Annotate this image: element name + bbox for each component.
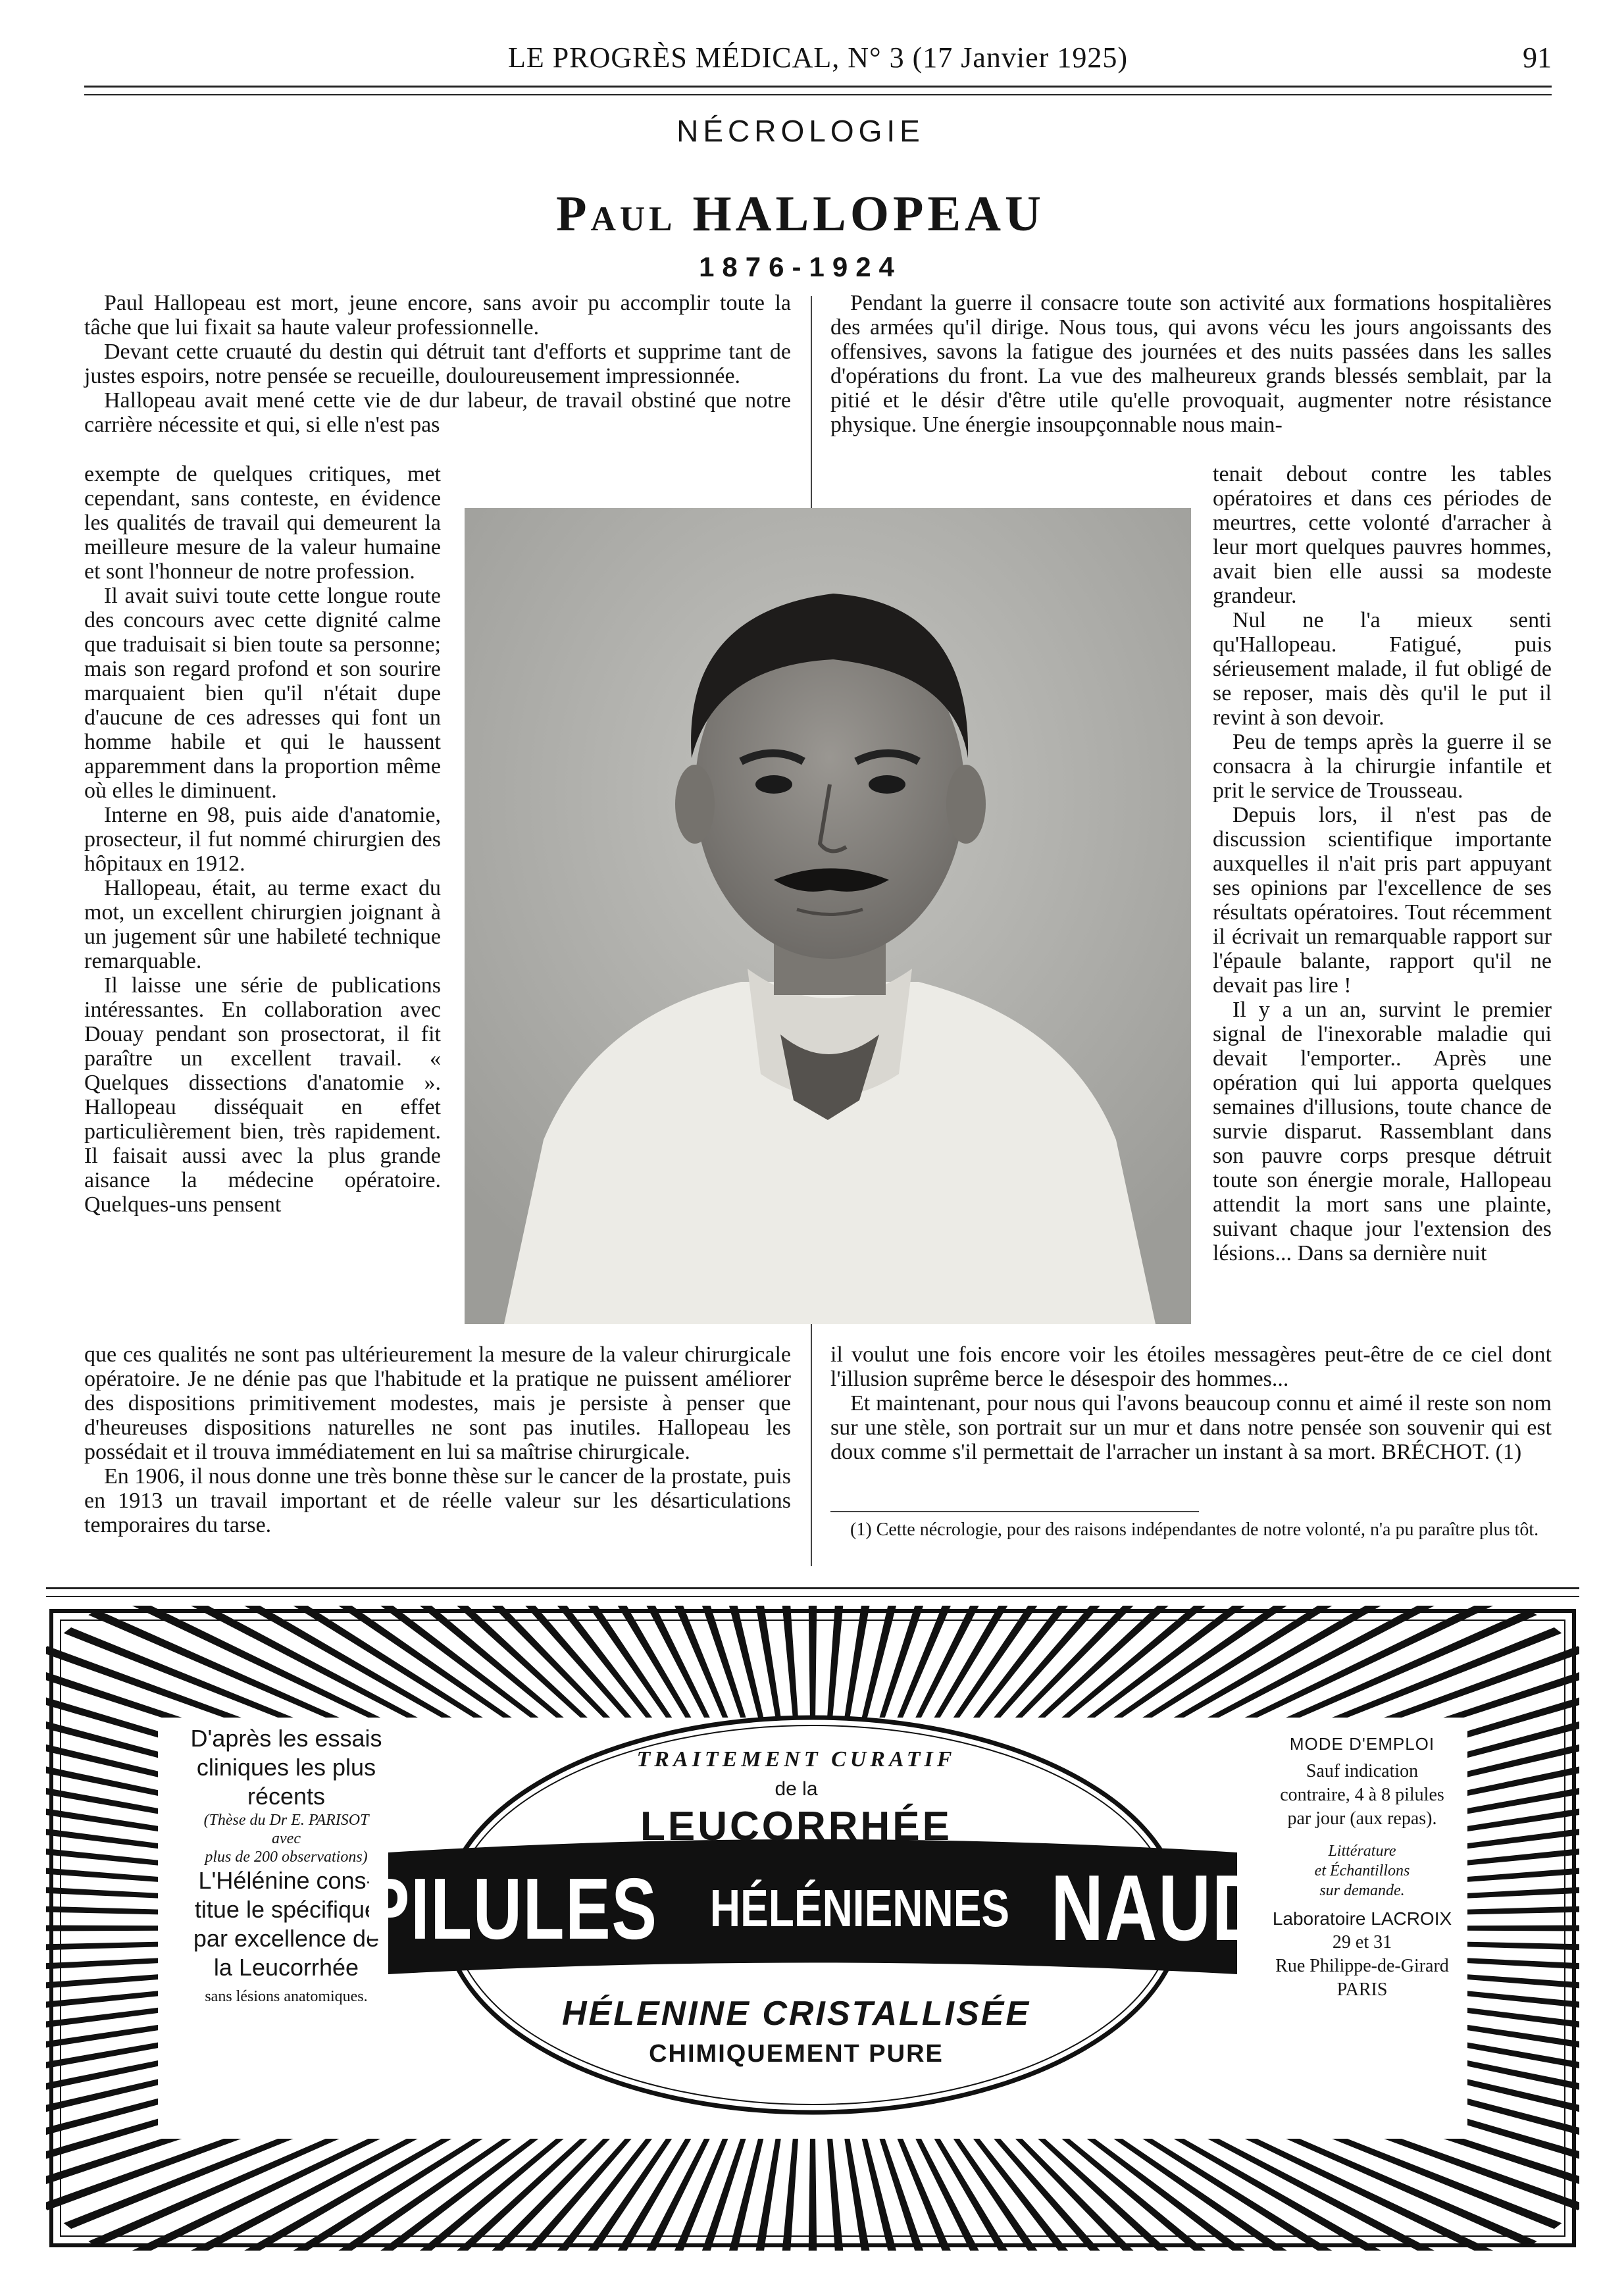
paragraph: Pendant la guerre il consacre toute son activité aux formations hospitalières des armées qu'il dirige. Nous tous, qui avons vécu les jours angoissants des offensives, savons la fatigue des journées et des nuits passées dans les salles d'opérations du front. La vue des malheureux grands blessés semblait, par la pitié et le désir d'être utile qu'elle provoquait, augmenter notre résistance physique. Une énergie insoupçonnable nous main- bbox=[830, 291, 1552, 437]
ad-text-line: contraire, 4 à 8 pilules bbox=[1280, 1785, 1444, 1805]
right-column-middle bbox=[1213, 462, 1552, 1265]
ad-purity: CHIMIQUEMENT PURE bbox=[649, 2040, 944, 2068]
paragraph: Nul ne l'a mieux senti qu'Hallopeau. Fatigué, puis sérieusement malade, il fut obligé de se reposer, mais dès qu'il le put il revint à son devoir. bbox=[1213, 608, 1552, 730]
paragraph: Depuis lors, il n'est pas de discussion scientifique importante auxquelles il n'ait pris part appuyant ses opinions par l'excellence de ses résultats opératoires. Tout récemment il écrivait un remarquable rapport sur l'épaule balante, rapport qu'il ne devait pas lire ! bbox=[1213, 803, 1552, 998]
ad-usage-heading: MODE D'EMPLOI bbox=[1289, 1734, 1435, 1754]
ad-treatment-heading: TRAITEMENT CURATIF bbox=[636, 1747, 956, 1772]
ad-text-line: par jour (aux repas). bbox=[1287, 1808, 1437, 1829]
paragraph: Interne en 98, puis aide d'anatomie, prosecteur, il fut nommé chirurgien des hôpitaux en 1912. bbox=[84, 803, 441, 876]
running-title: LE PROGRÈS MÉDICAL, N° 3 (17 Janvier 1925) bbox=[508, 41, 1128, 74]
ad-text-line: Sauf indication bbox=[1306, 1761, 1419, 1781]
ad-text-line: sans lésions anatomiques. bbox=[205, 1988, 368, 2005]
ad-text-line: D'après les essais bbox=[190, 1725, 382, 1752]
ad-text-line: récents bbox=[247, 1783, 326, 1810]
paragraph: Et maintenant, pour nous qui l'avons beaucoup connu et aimé il reste son nom sur une stèle, son portrait sur un mur et dans notre pensée son souvenir qui est doux comme s'il permettait de l'arracher un instant à sa mort. BRÉCHOT. (1) bbox=[830, 1391, 1552, 1464]
ad-product-word: NAUD bbox=[1051, 1856, 1266, 1960]
paragraph: exempte de quelques critiques, met cependant, sans conteste, en évidence les qualités de travail qui demeurent la meilleure mesure de la valeur humaine et sont l'honneur de notre profession. bbox=[84, 462, 441, 584]
ad-de-la: de la bbox=[775, 1778, 818, 1800]
ad-text-line: et Échantillons bbox=[1314, 1862, 1410, 1879]
ad-text-line: L'Hélénine cons- bbox=[198, 1867, 374, 1894]
footnote: (1) Cette nécrologie, pour des raisons indépendantes de notre volonté, n'a pu paraître plus tôt. bbox=[850, 1519, 1539, 1540]
section-title: NÉCROLOGIE bbox=[676, 114, 925, 148]
advertisement bbox=[46, 1606, 1579, 2251]
ad-ingredient: HÉLENINE CRISTALLISÉE bbox=[561, 1995, 1031, 2033]
right-column-top bbox=[830, 291, 1552, 437]
ad-condition: LEUCORRHÉE bbox=[640, 1804, 953, 1849]
right-column-bottom bbox=[830, 1342, 1552, 1464]
ad-text-line: (Thèse du Dr E. PARISOT bbox=[203, 1812, 369, 1829]
left-column-bottom bbox=[84, 1342, 791, 1537]
paragraph: que ces qualités ne sont pas ultérieurement la mesure de la valeur chirurgicale opératoire. Je ne dénie pas que l'habitude et la pratique ne puissent améliorer des dispositions primitivement modestes, mais je persiste à penser que d'heureuses dispositions naturelles ne sont pas inutiles. Hallopeau les possédait et il trouva immédiatement en lui sa maîtrise chirurgicale. bbox=[84, 1342, 791, 1464]
ad-text-line: plus de 200 observations) bbox=[205, 1849, 368, 1866]
paragraph: Peu de temps après la guerre il se consacra à la chirurgie infantile et prit le service de Trousseau. bbox=[1213, 730, 1552, 803]
ad-text-line: sur demande. bbox=[1319, 1882, 1405, 1899]
paragraph: Il y a un an, survint le premier signal de l'inexorable maladie qui devait l'emporter.. Après une opération qui lui apporta quelques semaines d'illusions, toute chance de survie disparut. Rassemblant dans son pauvre corps presque détruit toute son énergie morale, Hallopeau attendit la mort sans une plainte, suivant chaque jour l'extension des lésions... Dans sa dernière nuit bbox=[1213, 998, 1552, 1265]
left-column-middle bbox=[84, 462, 441, 1217]
ad-text-line: PARIS bbox=[1336, 1979, 1388, 2000]
paragraph: Paul Hallopeau est mort, jeune encore, sans avoir pu accomplir toute la tâche que lui fixait sa haute valeur professionnelle. bbox=[84, 291, 791, 340]
ad-text-line: Littérature bbox=[1328, 1843, 1396, 1860]
portrait-photo bbox=[465, 508, 1191, 1324]
article-end-rule bbox=[46, 1587, 1579, 1597]
running-header bbox=[84, 41, 1552, 80]
ad-text-line: la Leucorrhée bbox=[213, 1954, 359, 1981]
paragraph: Hallopeau avait mené cette vie de dur labeur, de travail obstiné que notre carrière nécessite et qui, si elle n'est pas bbox=[84, 388, 791, 437]
left-column-top bbox=[84, 291, 791, 437]
paragraph: Il laisse une série de publications intéressantes. En collaboration avec Douay pendant son prosectorat, il fit paraître un excellent travail. « Quelques dissections d'anatomie ». Hallopeau disséquait en effet particulièrement bien, très rapidement. Il faisait aussi avec la plus grande aisance la médecine opératoire. Quelques-uns pensent bbox=[84, 973, 441, 1217]
ad-text-line: Rue Philippe-de-Girard bbox=[1275, 1956, 1449, 1976]
paragraph: Hallopeau, était, au terme exact du mot, un excellent chirurgien joignant à un jugement sûr une habileté technique remarquable. bbox=[84, 876, 441, 973]
paragraph: Il avait suivi toute cette longue route des concours avec cette dignité calme que traduisait si bien toute sa personne; mais son regard profond et son sourire marquaient bien qu'il n'était dupe d'aucune de ces adresses qui font un homme habile et qui le haussent apparemment dans la proportion même où elles le diminuent. bbox=[84, 584, 441, 803]
page-number: 91 bbox=[1523, 41, 1552, 74]
paragraph: Devant cette cruauté du destin qui détruit tant d'efforts et supprime tant de justes espoirs, notre pensée se recueille, douloureusement impressionnée. bbox=[84, 340, 791, 388]
life-dates: 1876-1924 bbox=[699, 251, 902, 282]
ad-text-line: titue le spécifique bbox=[194, 1896, 378, 1923]
ad-product-word: HÉLÉNIENNES bbox=[710, 1879, 1010, 1937]
ad-text-line: Laboratoire LACROIX bbox=[1272, 1908, 1452, 1929]
article-title: Paul HALLOPEAU bbox=[556, 186, 1045, 242]
portrait-drawing bbox=[465, 508, 1191, 1324]
header-rule bbox=[84, 86, 1552, 95]
paragraph: il voulut une fois encore voir les étoiles messagères peut-être de ce ciel dont l'illusion suprême berce le désespoir des hommes... bbox=[830, 1342, 1552, 1391]
ad-text-line: cliniques les plus bbox=[196, 1754, 376, 1781]
paragraph: tenait debout contre les tables opératoires et dans ces périodes de meurtres, cette volonté d'arracher à leur mort quelques pauvres hommes, avait bien elle aussi sa modeste grandeur. bbox=[1213, 462, 1552, 608]
ad-right-text bbox=[1237, 1732, 1487, 2002]
ad-text-line: par excellence de bbox=[193, 1925, 380, 1952]
ad-product-name bbox=[364, 1843, 1266, 1974]
ad-text-line: avec bbox=[272, 1830, 301, 1847]
ad-text-line: 29 et 31 bbox=[1332, 1932, 1392, 1952]
paragraph: En 1906, il nous donne une très bonne thèse sur le cancer de la prostate, puis en 1913 un travail important et de réelle valeur sur les désarticulations temporaires du tarse. bbox=[84, 1464, 791, 1537]
ad-product-word: PILULES bbox=[364, 1860, 658, 1957]
footnote-rule bbox=[830, 1511, 1199, 1512]
